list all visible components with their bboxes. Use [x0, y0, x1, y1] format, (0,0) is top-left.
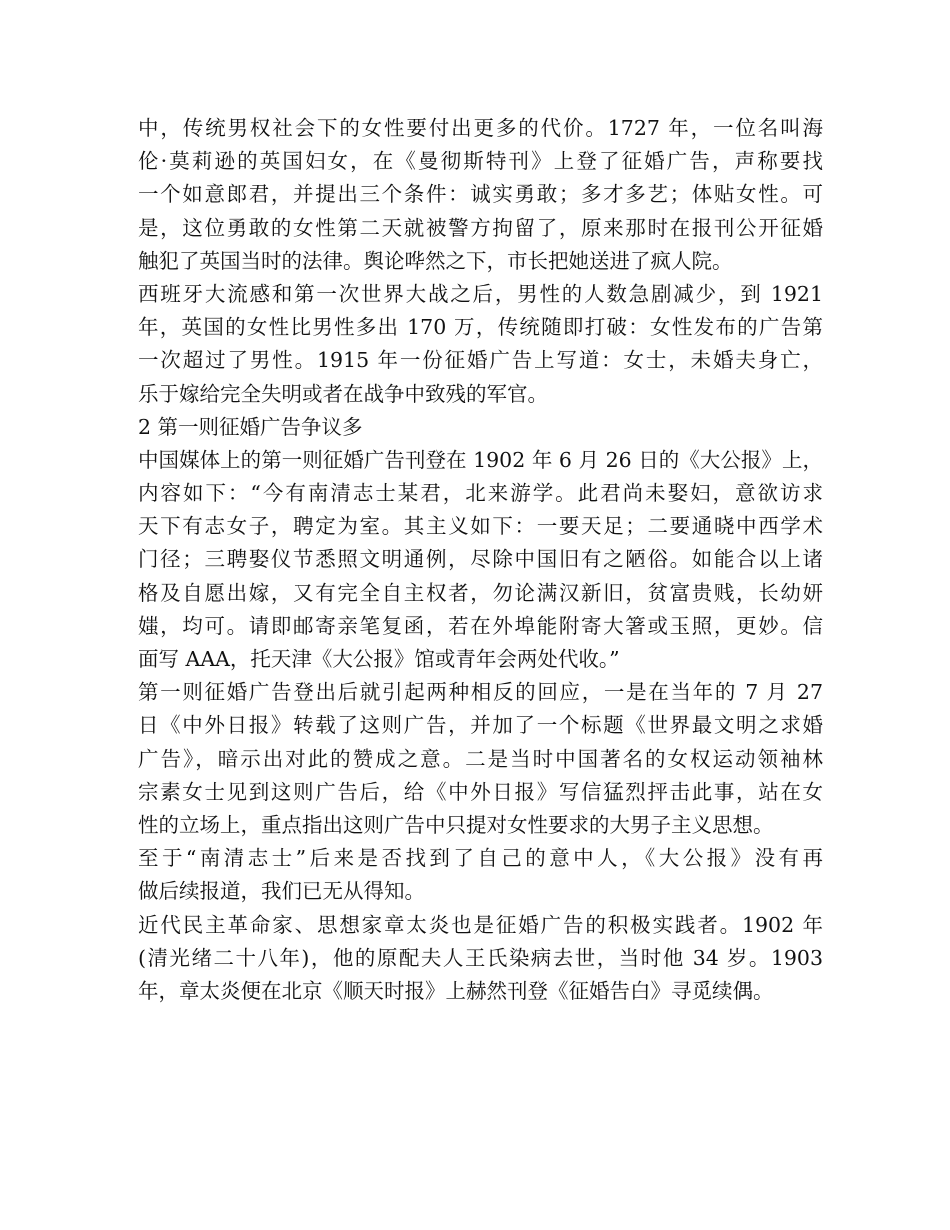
text-line: 格及自愿出嫁，又有完全自主权者，勿论满汉新旧，贫富贵贱，长幼妍: [138, 580, 823, 605]
text-line: 内容如下：“今有南清志士某君，北来游学。此君尚未娶妇，意欲访求: [138, 481, 823, 506]
text-line: 宗素女士见到这则广告后，给《中外日报》写信猛烈抨击此事，站在女: [138, 779, 823, 804]
article-body: [138, 112, 823, 1008]
text-line: 乐于嫁给完全失明或者在战争中致残的军官。: [138, 381, 548, 406]
text-line: 性的立场上，重点指出这则广告中只提对女性要求的大男子主义思想。: [138, 812, 774, 837]
text-line: 广告》，暗示出对此的赞成之意。二是当时中国著名的女权运动领袖林: [138, 746, 823, 771]
text-line: 面写 AAA，托天津《大公报》馆或青年会两处代收。”: [138, 647, 620, 671]
text-line: 年，英国的女性比男性多出 170 万，传统随即打破：女性发布的广告第: [138, 315, 823, 340]
text-line: 至于“南清志士”后来是否找到了自己的意中人，《大公报》没有再: [138, 846, 823, 871]
text-line: 一个如意郎君，并提出三个条件：诚实勇敢；多才多艺；体贴女性。可: [138, 182, 823, 207]
text-line: 西班牙大流感和第一次世界大战之后，男性的人数急剧减少，到 1921: [138, 281, 823, 306]
text-line: 一次超过了男性。1915 年一份征婚广告上写道：女士，未婚夫身亡，: [138, 348, 823, 373]
text-line: 中国媒体上的第一则征婚广告刊登在 1902 年 6 月 26 日的《大公报》上，: [138, 447, 823, 472]
text-line: 近代民主革命家、思想家章太炎也是征婚广告的积极实践者。1902 年: [138, 912, 823, 937]
section-heading: 2 第一则征婚广告争议多: [138, 414, 363, 439]
text-line: 触犯了英国当时的法律。舆论哗然之下，市长把她送进了疯人院。: [138, 248, 733, 273]
text-line: 年，章太炎便在北京《顺天时报》上赫然刊登《征婚告白》寻觅续偶。: [138, 978, 774, 1003]
text-line: 门径；三聘娶仪节悉照文明通例，尽除中国旧有之陋俗。如能合以上诸: [138, 547, 823, 572]
text-line: 做后续报道，我们已无从得知。: [138, 879, 425, 904]
text-line: (清光绪二十八年)，他的原配夫人王氏染病去世，当时他 34 岁。1903: [138, 945, 823, 970]
text-line: 日《中外日报》转载了这则广告，并加了一个标题《世界最文明之求婚: [138, 713, 823, 738]
text-line: 天下有志女子，聘定为室。其主义如下：一要天足；二要通晓中西学术: [138, 514, 823, 539]
text-line: 第一则征婚广告登出后就引起两种相反的回应，一是在当年的 7 月 27: [138, 680, 823, 705]
text-line: 中，传统男权社会下的女性要付出更多的代价。1727 年，一位名叫海: [138, 116, 823, 140]
text-line: 媸，均可。请即邮寄亲笔复函，若在外埠能附寄大箸或玉照，更妙。信: [138, 613, 823, 638]
text-line: 伦·莫莉逊的英国妇女，在《曼彻斯特刊》上登了征婚广告，声称要找: [138, 149, 823, 174]
text-line: 是，这位勇敢的女性第二天就被警方拘留了，原来那时在报刊公开征婚: [138, 215, 823, 240]
